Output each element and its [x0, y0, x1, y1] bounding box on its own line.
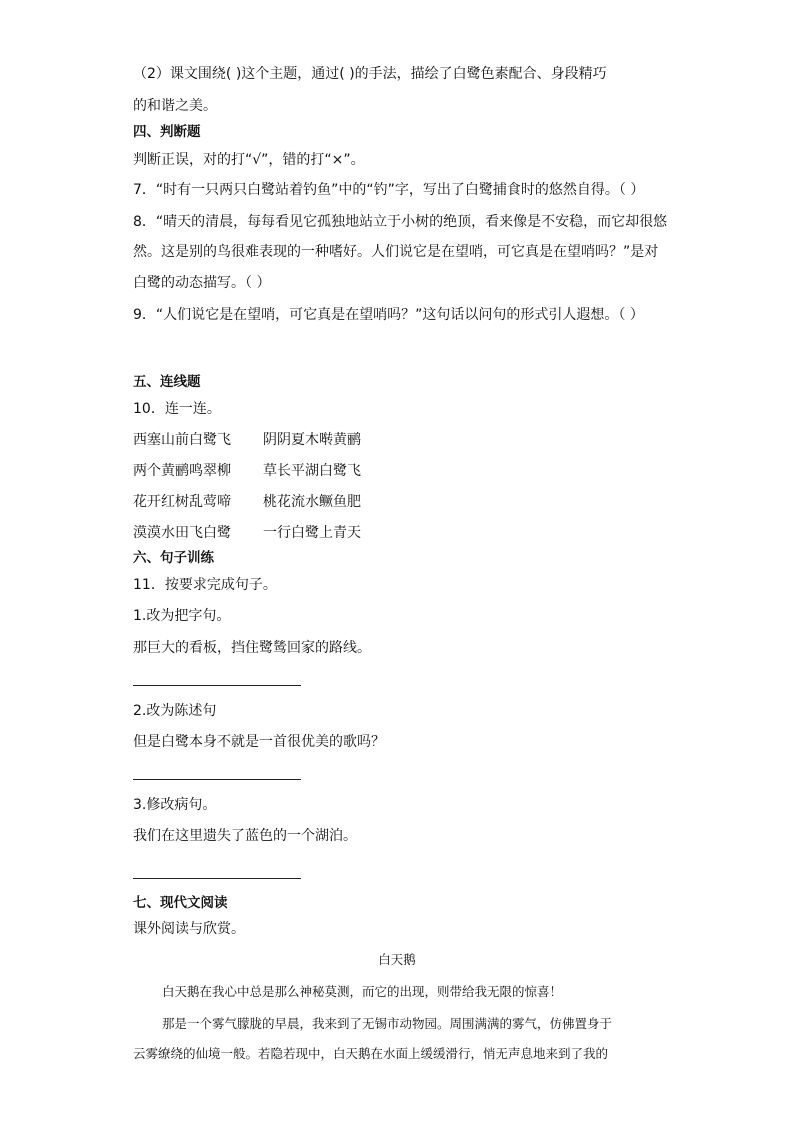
section-5-heading: 五、连线题	[133, 374, 201, 390]
section-7-heading: 七、现代文阅读	[133, 895, 228, 911]
section-7-instruction: 课外阅读与欣赏。	[133, 921, 245, 937]
task-1-instruction: 1.改为把字句。	[133, 608, 231, 624]
question-11: 11．按要求完成句子。	[133, 577, 277, 593]
task-3-sentence: 我们在这里遗失了蓝色的一个湖泊。	[133, 828, 357, 844]
section-4-heading: 四、判断题	[133, 124, 201, 140]
section-6-heading: 六、句子训练	[133, 550, 214, 566]
task-3-instruction: 3.修改病句。	[133, 797, 217, 813]
match-left-item: 西塞山前白鹭飞	[133, 432, 231, 448]
question-7: 7．“时有一只两只白鹭站着钓鱼”中的“钓”字，写出了白鹭捕食时的悠然自得。（ ）	[133, 182, 645, 198]
question-10: 10．连一连。	[133, 401, 221, 417]
passage-paragraph-2-line-1: 那是一个雾气朦胧的早晨，我来到了无锡市动物园。周围满满的雾气，仿佛置身于	[162, 1016, 613, 1031]
match-right-item: 阴阴夏木啭黄鹂	[263, 432, 361, 448]
question-8-line-1: 8．“晴天的清晨，每每看见它孤独地站立于小树的绝顶，看来像是不安稳，而它却很悠	[133, 214, 668, 230]
question-2-line-1: （2）课文围绕( )这个主题，通过( )的手法，描绘了白鹭色素配合、身段精巧	[133, 66, 607, 82]
match-right-item: 草长平湖白鹭飞	[263, 463, 361, 479]
match-right-item: 桃花流水鳜鱼肥	[263, 494, 361, 510]
question-9: 9．“人们说它是在望哨，可它真是在望哨吗？”这句话以问句的形式引人遐想。（ ）	[133, 307, 644, 323]
question-2-line-2: 的和谐之美。	[133, 98, 217, 114]
question-8-line-3: 白鹭的动态描写。（ ）	[133, 275, 271, 291]
answer-line-1[interactable]	[133, 685, 301, 686]
match-right-item: 一行白鹭上青天	[263, 525, 361, 541]
answer-line-3[interactable]	[133, 878, 301, 879]
passage-paragraph-2-line-2: 云雾缭绕的仙境一般。若隐若现中，白天鹅在水面上缓缓滑行，悄无声息地来到了我的	[133, 1046, 609, 1061]
passage-title: 白天鹅	[378, 952, 416, 967]
section-4-instruction: 判断正误，对的打“√”，错的打“×”。	[133, 152, 365, 168]
task-2-sentence: 但是白鹭本身不就是一首很优美的歌吗？	[133, 734, 385, 750]
question-8-line-2: 然。这是别的鸟很难表现的一种嗜好。人们说它是在望哨，可它真是在望哨吗？”是对	[133, 244, 659, 260]
task-1-sentence: 那巨大的看板，挡住鹭鸶回家的路线。	[133, 640, 371, 656]
answer-line-2[interactable]	[133, 779, 301, 780]
match-left-item: 漠漠水田飞白鹭	[133, 525, 231, 541]
match-left-item: 两个黄鹂鸣翠柳	[133, 463, 231, 479]
passage-paragraph-1: 白天鹅在我心中总是那么神秘莫测，而它的出现，则带给我无限的惊喜！	[162, 984, 563, 999]
match-left-item: 花开红树乱莺啼	[133, 494, 231, 510]
task-2-instruction: 2.改为陈述句	[133, 703, 217, 719]
